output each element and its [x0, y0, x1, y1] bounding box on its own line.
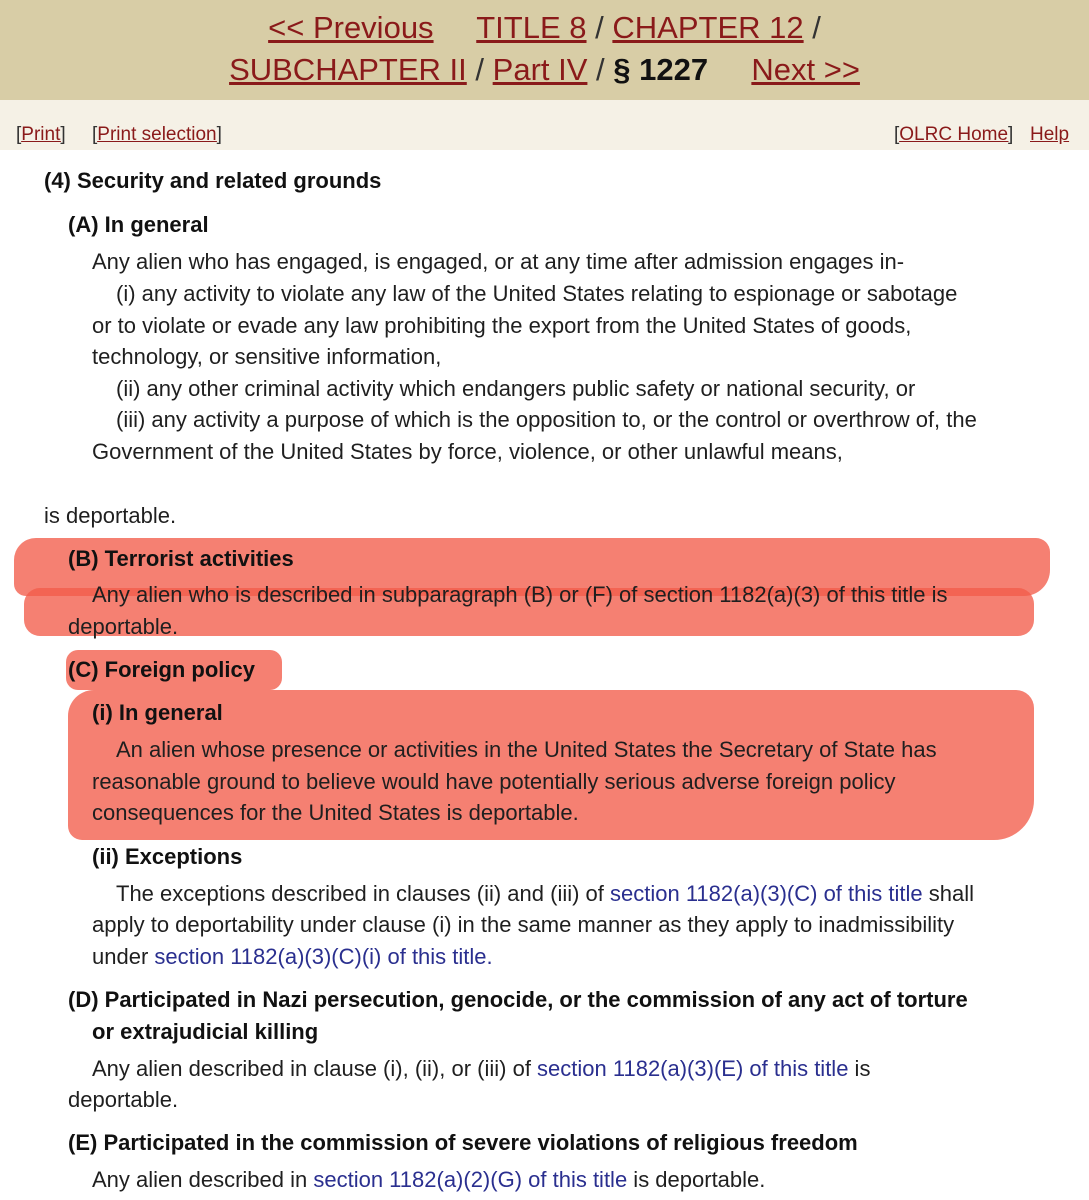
clause-c-ii-line-3: under section 1182(a)(3)(C)(i) of this title. — [92, 944, 493, 969]
clause-c-i-heading: (i) In general — [92, 700, 223, 725]
clause-a-i-line-2: or to violate or evade any law prohibiting the export from the United States of goods, — [92, 313, 912, 338]
toolbar — [0, 100, 1089, 150]
breadcrumb-separator: / — [595, 10, 604, 45]
clause-a-i-line-3: technology, or sensitive information, — [92, 344, 442, 369]
clause-c-i-line-1: An alien whose presence or activities in the United States the Secretary of State has — [116, 737, 937, 762]
clause-c-i-line-3: consequences for the United States is deportable. — [92, 800, 579, 825]
print-link[interactable]: [Print] — [16, 124, 66, 145]
title-8-link[interactable]: TITLE 8 — [476, 10, 587, 45]
clause-a-i-line-1: (i) any activity to violate any law of the United States relating to espionage or sabotage — [116, 281, 958, 306]
section-1182-a-3-c-i-link[interactable]: section 1182(a)(3)(C)(i) of this title — [154, 944, 487, 969]
section-1182-a-3-c-link[interactable]: section 1182(a)(3)(C) of this title — [610, 881, 923, 906]
clause-c-ii-line-1: The exceptions described in clauses (ii) and (iii) of section 1182(a)(3)(C) of this title shall — [116, 881, 974, 906]
subparagraph-e-heading: (E) Participated in the commission of severe violations of religious freedom — [68, 1130, 858, 1155]
breadcrumb-line-1 — [0, 10, 1089, 46]
help-link[interactable]: Help — [1030, 124, 1070, 145]
subparagraph-e-line-1: Any alien described in section 1182(a)(2)(G) of this title is deportable. — [92, 1167, 766, 1192]
part-iv-link[interactable]: Part IV — [492, 52, 588, 87]
section-1182-a-3-e-link[interactable]: section 1182(a)(3)(E) of this title — [537, 1056, 849, 1081]
breadcrumb-line-2 — [0, 52, 1089, 88]
subparagraph-b-heading: (B) Terrorist activities — [68, 546, 294, 571]
subchapter-ii-link[interactable]: SUBCHAPTER II — [229, 52, 467, 87]
paragraph-4-heading: (4) Security and related grounds — [44, 168, 382, 193]
clause-a-ii: (ii) any other criminal activity which endangers public safety or national security, or — [116, 376, 916, 401]
breadcrumb-header — [0, 0, 1089, 100]
subparagraph-a-closing: is deportable. — [44, 503, 177, 528]
clause-c-i-line-2: reasonable ground to believe would have potentially serious adverse foreign policy — [92, 769, 896, 794]
clause-c-ii-heading: (ii) Exceptions — [92, 844, 243, 869]
subparagraph-c-heading: (C) Foreign policy — [68, 657, 255, 682]
clause-c-ii-line-2: apply to deportability under clause (i) in the same manner as they apply to inadmissibility — [92, 912, 955, 937]
chapter-12-link[interactable]: CHAPTER 12 — [612, 10, 804, 45]
subparagraph-d-heading-line-1: (D) Participated in Nazi persecution, genocide, or the commission of any act of torture — [68, 987, 968, 1012]
clause-a-iii-line-1: (iii) any activity a purpose of which is the opposition to, or the control or overthrow of, the — [116, 407, 977, 432]
current-section: § 1227 — [613, 52, 709, 87]
subparagraph-a-heading: (A) In general — [68, 212, 209, 237]
previous-link[interactable]: << Previous — [268, 10, 434, 45]
breadcrumb-separator: / — [812, 10, 821, 45]
next-link[interactable]: Next >> — [751, 52, 860, 87]
subparagraph-b-line-1: Any alien who is described in subparagraph (B) or (F) of section 1182(a)(3) of this title is — [92, 582, 948, 607]
olrc-home-link[interactable]: [OLRC Home] — [894, 124, 1014, 145]
subparagraph-a-intro: Any alien who has engaged, is engaged, or at any time after admission engages in- — [92, 249, 905, 274]
subparagraph-b-line-2: deportable. — [68, 614, 179, 639]
subparagraph-d-line-1: Any alien described in clause (i), (ii), or (iii) of section 1182(a)(3)(E) of this title is — [92, 1056, 871, 1081]
print-selection-link[interactable]: [Print selection] — [92, 124, 222, 145]
breadcrumb-separator: / — [596, 52, 605, 87]
subparagraph-d-heading-line-2: or extrajudicial killing — [92, 1019, 319, 1044]
section-1182-a-2-g-link[interactable]: section 1182(a)(2)(G) of this title — [313, 1167, 628, 1192]
breadcrumb-separator: / — [475, 52, 485, 87]
subparagraph-d-line-2: deportable. — [68, 1087, 179, 1112]
clause-a-iii-line-2: Government of the United States by force, violence, or other unlawful means, — [92, 439, 843, 464]
